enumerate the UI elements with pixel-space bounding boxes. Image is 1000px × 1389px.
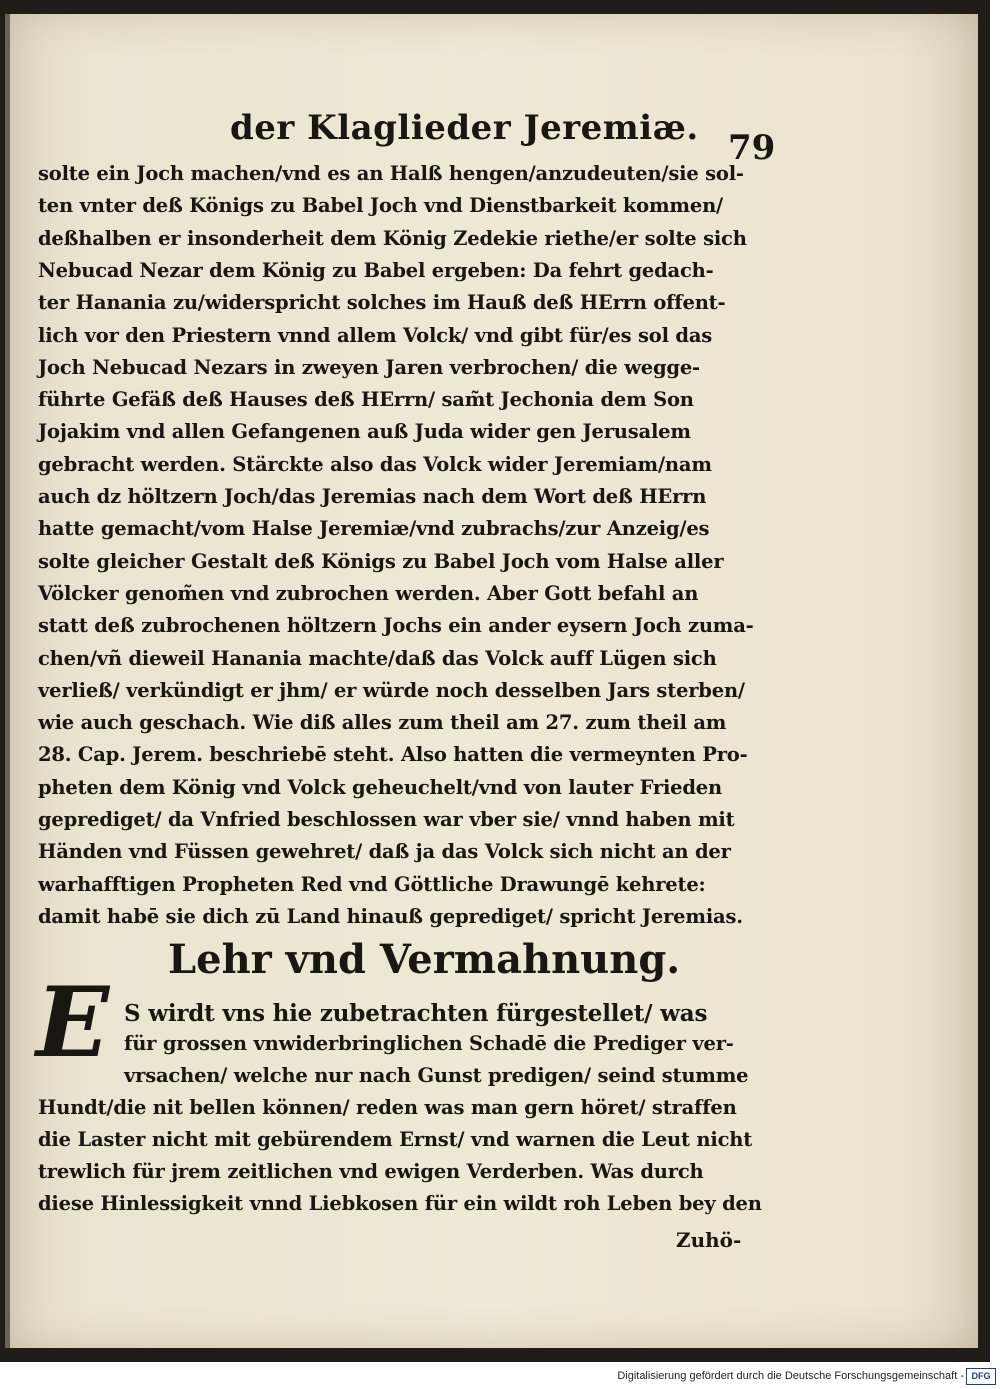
- text-line: verließ/ verkündigt er jhm/ er würde noch desselben Jars sterben/: [38, 678, 745, 702]
- text-line: ter Hanania zu/widerspricht solches im Hauß deß HErrn offent-: [38, 291, 726, 315]
- text-line: Völcker genom̃en vnd zubrochen werden. Aber Gott befahl an: [38, 581, 699, 605]
- text-line: S wirdt vns hie zubetrachten fürgestellet/ was: [124, 1000, 708, 1027]
- decorated-initial: E: [36, 966, 110, 1079]
- text-line: chen/vñ dieweil Hanania machte/daß das Volck auff Lügen sich: [38, 646, 717, 670]
- text-line: führte Gefäß deß Hauses deß HErrn/ sam̃t Jechonia dem Son: [38, 388, 694, 412]
- text-line: trewlich für jrem zeitlichen vnd ewigen Verderben. Was durch: [38, 1160, 704, 1183]
- text-line: für grossen vnwiderbringlichen Schadē die Prediger ver-: [124, 1032, 734, 1055]
- text-line: deßhalben er insonderheit dem König Zedekie riethe/er solte sich: [38, 226, 747, 250]
- text-line: Jojakim vnd allen Gefangenen auß Juda wider gen Jerusalem: [38, 420, 691, 444]
- text-line: ten vnter deß Königs zu Babel Joch vnd Dienstbarkeit kommen/: [38, 194, 723, 218]
- text-line: die Laster nicht mit gebürendem Ernst/ vnd warnen die Leut nicht: [38, 1128, 753, 1151]
- text-line: pheten dem König vnd Volck geheuchelt/vnd von lauter Frieden: [38, 775, 722, 799]
- text-line: hatte gemacht/vom Halse Jeremiæ/vnd zubrachs/zur Anzeig/es: [38, 517, 710, 541]
- text-line: Händen vnd Füssen gewehret/ daß ja das Volck sich nicht an der: [38, 840, 731, 864]
- text-line: warhafftigen Propheten Red vnd Göttliche Drawungē kehrete:: [38, 872, 706, 896]
- section-heading: Lehr vnd Vermahnung.: [168, 936, 681, 983]
- text-line: damit habē sie dich zū Land hinauß geprediget/ spricht Jeremias.: [38, 904, 743, 928]
- text-line: geprediget/ da Vnfried beschlossen war vber sie/ vnnd haben mit: [38, 808, 735, 831]
- catchword: Zuhö-: [676, 1228, 742, 1252]
- text-line: lich vor den Priestern vnnd allem Volck/ vnd gibt für/es sol das: [38, 323, 713, 347]
- text-line: Hundt/die nit bellen können/ reden was man gern höret/ straffen: [38, 1096, 737, 1119]
- dfg-logo: DFG: [966, 1368, 996, 1385]
- text-line: wie auch geschach. Wie diß alles zum theil am 27. zum theil am: [38, 711, 727, 735]
- running-head: der Klaglieder Jeremiæ.: [230, 108, 699, 148]
- text-line: diese Hinlessigkeit vnnd Liebkosen für ein wildt roh Leben bey den: [38, 1192, 762, 1215]
- footer-bar: [0, 1364, 1000, 1389]
- text-line: auch dz höltzern Joch/das Jeremias nach dem Wort deß HErrn: [38, 485, 707, 508]
- footer-credit: Digitalisierung gefördert durch die Deutsche Forschungsgemeinschaft -: [617, 1370, 964, 1382]
- text-line: vrsachen/ welche nur nach Gunst predigen/ seind stumme: [124, 1064, 749, 1087]
- text-line: 28. Cap. Jerem. beschriebē steht. Also hatten die vermeynten Pro-: [38, 743, 748, 767]
- text-line: solte gleicher Gestalt deß Königs zu Babel Joch vom Halse aller: [38, 549, 724, 573]
- text-line: gebracht werden. Stärckte also das Volck wider Jeremiam/nam: [38, 452, 712, 476]
- text-line: Nebucad Nezar dem König zu Babel ergeben: Da fehrt gedach-: [38, 258, 714, 282]
- text-line: statt deß zubrochenen höltzern Jochs ein ander eysern Joch zuma-: [38, 614, 754, 638]
- text-line: solte ein Joch machen/vnd es an Halß hengen/anzudeuten/sie sol-: [38, 162, 744, 185]
- text-line: Joch Nebucad Nezars in zweyen Jaren verbrochen/ die wegge-: [38, 355, 700, 379]
- page-number: 79: [728, 128, 776, 168]
